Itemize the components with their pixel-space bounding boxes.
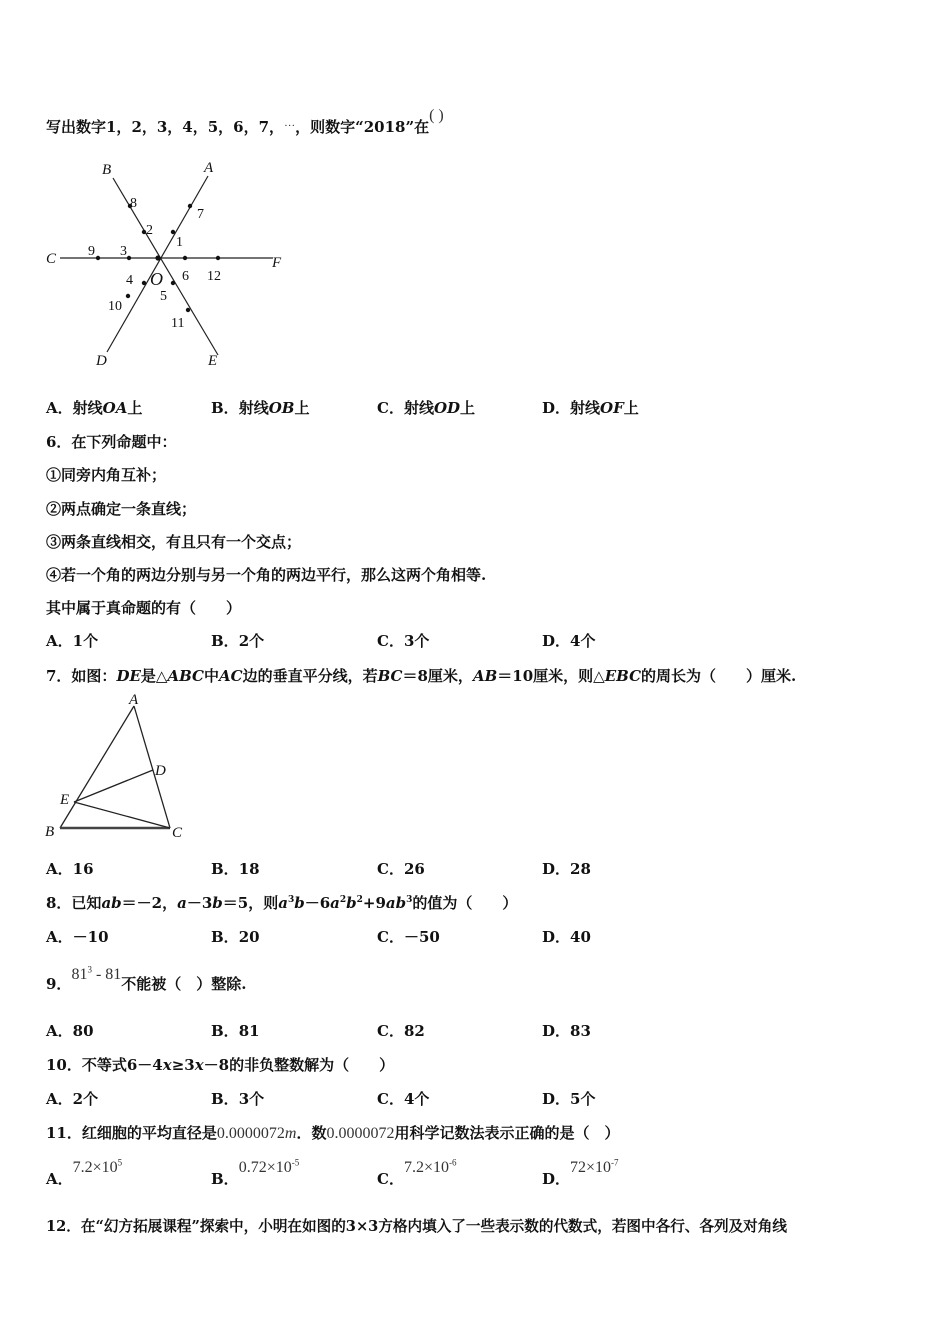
num-9: 9 [88,244,95,259]
q9-option-b[interactable]: B．81 [211,1022,260,1040]
label-B: B [45,824,55,840]
q10-option-c[interactable]: C．4个 [377,1090,430,1108]
q8-option-d[interactable]: D．40 [542,928,591,946]
q9-option-c[interactable]: C．82 [377,1022,425,1040]
q10-option-d[interactable]: D．5个 [542,1090,596,1108]
q11-option-a[interactable]: A．$7.2\times 10^5$ [46,1157,123,1188]
q12-stem: 12．在“幻方拓展课程”探索中，小明在如图的3×3方格内填入了一些表示数的代数式，若图中各行、各列及对角线 [46,1218,787,1235]
num-11: 11 [171,316,185,331]
side-ab [60,706,134,828]
q6-stem: 6．在下列命题中： [46,433,177,451]
q5-figure [40,150,300,375]
q11-option-b[interactable]: B．$0.72\times 10^{-5}$ [211,1157,300,1188]
q8-option-b[interactable]: B．20 [211,928,260,946]
q6-item-1: ①同旁内角互补； [46,466,167,484]
label-A: A [204,160,214,176]
label-B: B [102,162,112,178]
q8-option-c[interactable]: C．－50 [377,928,440,946]
num-7: 7 [197,207,204,222]
num-4: 4 [126,273,133,288]
q6-option-c[interactable]: C．3个 [377,632,430,650]
q7-option-a[interactable]: A．16 [46,860,94,878]
q8-option-a[interactable]: A．－10 [46,928,109,946]
label-C: C [172,825,183,841]
q7-stem: 7．如图：DE是△ABC中AC边的垂直平分线，若BC＝8厘米，AB＝10厘米，则△EBC的周长为（ ）厘米. [46,667,797,685]
num-12: 12 [207,269,221,284]
num-1: 1 [176,235,183,250]
q7-option-b[interactable]: B．18 [211,860,260,878]
q6-option-d[interactable]: D．4个 [542,632,596,650]
q5-stem: 写出数字1，2，3，4，5，6，7，…，则数字“2018”在( ) [46,107,444,136]
num-6: 6 [182,269,189,284]
q5-option-d[interactable]: D．射线OF上 [542,399,639,417]
label-F: F [272,255,282,271]
q6-item-4: ④若一个角的两边分别与另一个角的两边平行，那么这两个角相等. [46,566,487,584]
q9-stem: 9．$81^3 - 81$不能被（ ）整除. [46,964,247,993]
label-E: E [208,353,218,369]
label-D: D [155,763,166,779]
q6-option-a[interactable]: A．1个 [46,632,99,650]
q11-option-c[interactable]: C．$7.2\times 10^{-6}$ [377,1157,457,1188]
num-5: 5 [160,289,167,304]
segment-ec [74,802,170,828]
q6-item-3: ③两条直线相交，有且只有一个交点； [46,533,302,551]
label-C: C [46,251,57,267]
num-3: 3 [120,244,127,259]
q10-option-b[interactable]: B．3个 [211,1090,265,1108]
q7-option-c[interactable]: C．26 [377,860,425,878]
q10-option-a[interactable]: A．2个 [46,1090,99,1108]
q7-figure [40,690,200,845]
q5-option-b[interactable]: B．射线OB上 [211,399,310,417]
q6-item-2: ②两点确定一条直线； [46,500,197,518]
label-O: O [150,269,163,289]
q11-stem: 11．红细胞的平均直径是0.0000072m．数0.0000072用科学记数法表示正确的是（ ） [46,1124,620,1142]
num-8: 8 [130,196,137,211]
q9-option-a[interactable]: A．80 [46,1022,94,1040]
q7-option-d[interactable]: D．28 [542,860,591,878]
q6-option-b[interactable]: B．2个 [211,632,265,650]
num-10: 10 [108,299,122,314]
num-2: 2 [146,223,153,238]
q9-option-d[interactable]: D．83 [542,1022,591,1040]
label-E: E [60,792,70,808]
q10-stem: 10．不等式6－4x≥3x－8的非负整数解为（ ） [46,1056,395,1074]
q5-option-c[interactable]: C．射线OD上 [377,399,476,417]
q6-ask: 其中属于真命题的有（ ） [46,599,242,617]
q8-stem: 8．已知ab＝－2，a－3b＝5，则$a^3b-6a^2b^2+9ab^3$的值为（ ） [46,894,518,912]
q11-option-d[interactable]: D．$72\times 10^{-7}$ [542,1157,619,1188]
line-ad [107,176,208,352]
label-A: A [129,692,139,708]
q5-option-a[interactable]: A．射线OA上 [46,399,143,417]
label-D: D [96,353,107,369]
